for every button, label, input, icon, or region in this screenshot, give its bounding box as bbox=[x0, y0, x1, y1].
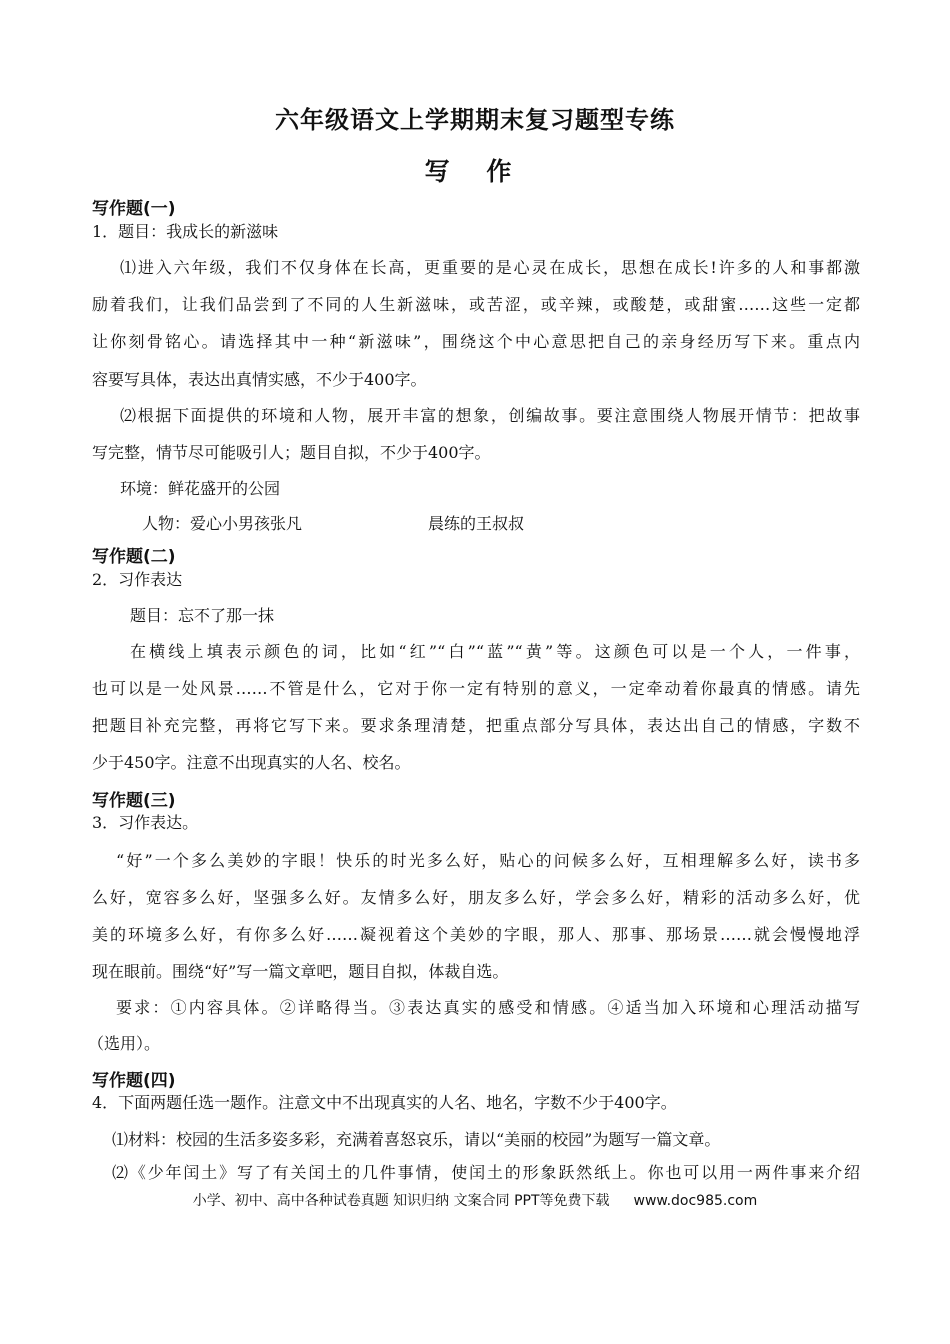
q2-p1-line4: 少于450字。注意不出现真实的人名、校名。 bbox=[92, 753, 411, 772]
q4-option-2: ⑵《少年闰土》写了有关闰土的几件事情，使闰土的形象跃然纸上。你也可以用一两件事来介绍 bbox=[112, 1163, 860, 1182]
q4-option-1: ⑴材料：校园的生活多姿多彩，充满着喜怒哀乐，请以“美丽的校园”为题写一篇文章。 bbox=[112, 1130, 721, 1149]
q3-p1-line3: 美的环境多么好，有你多么好……凝视着这个美妙的字眼，那人、那事、那场景……就会慢慢地浮 bbox=[92, 925, 860, 944]
q1-p1-line3: 让你刻骨铭心。请选择其中一种“新滋味”，围绕这个中心意思把自己的亲身经历写下来。重点内 bbox=[92, 332, 860, 351]
question-2-title: 2．习作表达 bbox=[92, 570, 183, 589]
q3-req-line2: （选用）。 bbox=[88, 1034, 161, 1053]
q2-p1-line1: 在横线上填表示颜色的词，比如“红”“白”“蓝”“黄”等。这颜色可以是一个人，一件事， bbox=[130, 642, 860, 661]
q3-p1-line1: “好”一个多么美妙的字眼！快乐的时光多么好，贴心的问候多么好，互相理解多么好，读书多 bbox=[116, 851, 860, 870]
q1-environment: 环境：鲜花盛开的公园 bbox=[120, 479, 281, 498]
page-subtitle: 写 作 bbox=[424, 157, 526, 186]
section-heading-3: 写作题(三) bbox=[92, 791, 176, 811]
q1-p2-line2: 写完整，情节尽可能吸引人；题目自拟，不少于400字。 bbox=[92, 443, 491, 462]
q3-p1-line2: 么好，宽容多么好，坚强多么好。友情多么好，朋友多么好，学会多么好，精彩的活动多么好，优 bbox=[92, 888, 860, 907]
section-heading-4: 写作题(四) bbox=[92, 1071, 176, 1091]
q1-person-1: 人物：爱心小男孩张凡 bbox=[142, 514, 303, 533]
q1-p1-line2: 励着我们，让我们品尝到了不同的人生新滋味，或苦涩，或辛辣，或酸楚，或甜蜜……这些一定都 bbox=[92, 295, 860, 314]
q2-p1-line2: 也可以是一处风景……不管是什么，它对于你一定有特别的意义，一定牵动着你最真的情感。请先 bbox=[92, 679, 860, 698]
section-heading-1: 写作题(一) bbox=[92, 199, 176, 219]
footer-url[interactable]: www.doc985.com bbox=[633, 1193, 758, 1209]
question-4-title: 4．下面两题任选一题作。注意文中不出现真实的人名、地名，字数不少于400字。 bbox=[92, 1093, 677, 1112]
page-title: 六年级语文上学期期末复习题型专练 bbox=[275, 106, 675, 134]
footer-text: 小学、初中、高中各种试卷真题 知识归纳 文案合同 PPT等免费下载 bbox=[192, 1193, 610, 1209]
question-3-title: 3．习作表达。 bbox=[92, 813, 199, 832]
q2-p1-line3: 把题目补充完整，再将它写下来。要求条理清楚，把重点部分写具体，表达出自己的情感，字数不 bbox=[92, 716, 860, 735]
section-heading-2: 写作题(二) bbox=[92, 547, 176, 567]
q1-p2-line1: ⑵根据下面提供的环境和人物，展开丰富的想象，创编故事。要注意围绕人物展开情节：把故事 bbox=[120, 406, 860, 425]
question-1-title: 1．题目：我成长的新滋味 bbox=[92, 222, 279, 241]
page-footer bbox=[0, 1190, 950, 1210]
q1-person-2: 晨练的王叔叔 bbox=[428, 514, 525, 533]
q2-topic: 题目：忘不了那一抹 bbox=[130, 606, 275, 625]
q3-p1-line4: 现在眼前。围绕“好”写一篇文章吧，题目自拟，体裁自选。 bbox=[92, 962, 509, 981]
q1-p1-line1: ⑴进入六年级，我们不仅身体在长高，更重要的是心灵在成长，思想在成长!许多的人和事都激 bbox=[120, 258, 860, 277]
q1-p1-line4: 容要写具体，表达出真情实感，不少于400字。 bbox=[92, 370, 427, 389]
q3-req-line1: 要求：①内容具体。②详略得当。③表达真实的感受和情感。④适当加入环境和心理活动描写 bbox=[116, 998, 860, 1017]
